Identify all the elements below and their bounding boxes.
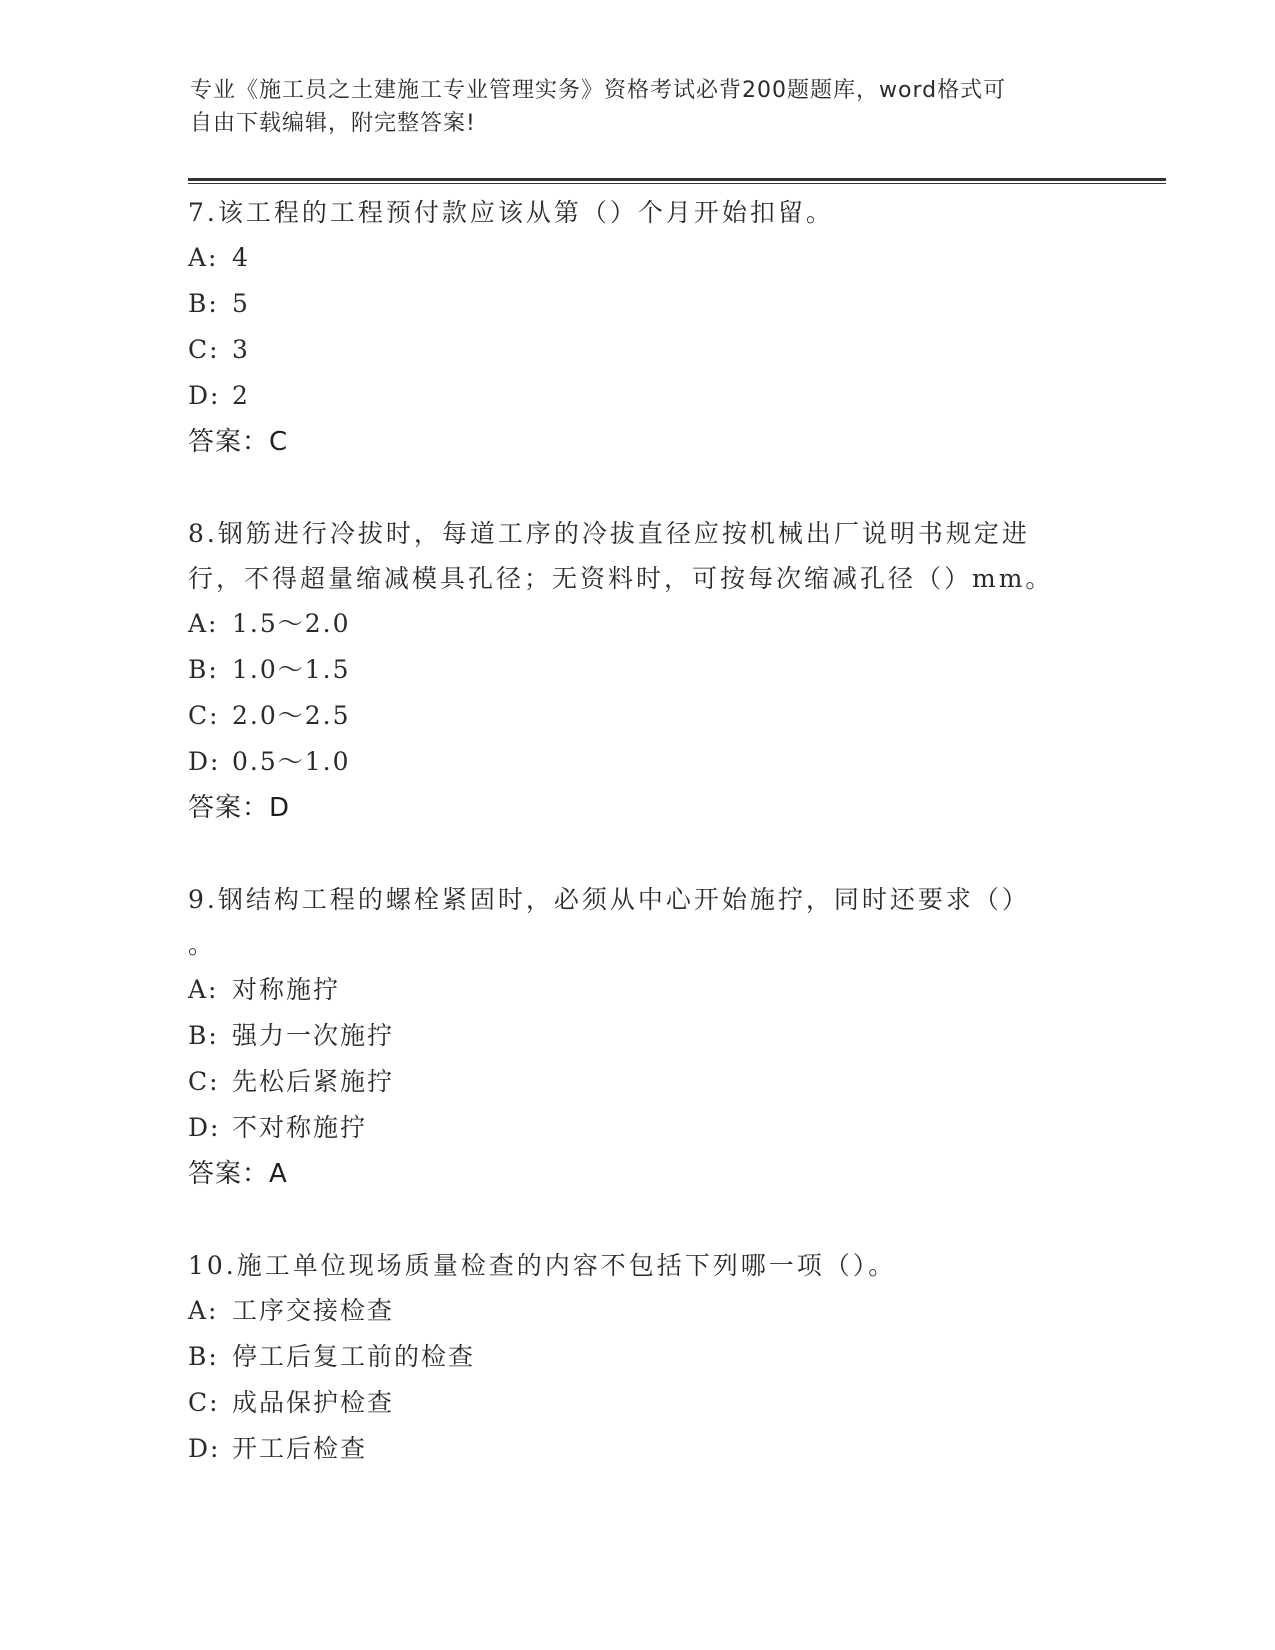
- option-key: C:: [188, 1067, 220, 1096]
- option-text: 2.0～2.5: [232, 701, 351, 730]
- option-text: 1.5～2.0: [232, 609, 351, 638]
- option-text: 工序交接检查: [232, 1296, 395, 1325]
- header-divider-thick: [188, 178, 1166, 181]
- answer-line: 答案：C: [188, 427, 289, 457]
- option-key: A:: [188, 975, 219, 1004]
- option-text: 开工后检查: [232, 1434, 368, 1463]
- option-text: 0.5～1.0: [232, 747, 351, 776]
- answer-option: [188, 693, 1088, 739]
- answer-line: 答案：A: [188, 1159, 288, 1189]
- option-key: B:: [188, 1342, 219, 1371]
- option-key: C:: [188, 335, 220, 364]
- question-text: 10.施工单位现场质量检查的内容不包括下列哪一项（）。: [188, 1251, 897, 1280]
- question-text: 。: [188, 930, 217, 959]
- answer-option: [188, 1288, 1088, 1334]
- option-key: A:: [188, 243, 219, 272]
- option-key: B:: [188, 289, 219, 318]
- question-text: 9.钢结构工程的螺栓紧固时，必须从中心开始施拧，同时还要求（）: [188, 885, 1030, 914]
- header-line-2: 自由下载编辑，附完整答案!: [190, 111, 476, 136]
- answer-option: [188, 1059, 1088, 1105]
- option-key: A:: [188, 609, 219, 638]
- answer-option: [188, 1334, 1088, 1380]
- option-key: D:: [188, 1113, 221, 1142]
- option-text: 3: [232, 335, 250, 364]
- option-key: C:: [188, 1388, 220, 1417]
- question-block: [188, 511, 1088, 831]
- answer-option: [188, 601, 1088, 647]
- option-text: 成品保护检查: [232, 1388, 395, 1417]
- option-text: 2: [232, 381, 250, 410]
- option-text: 强力一次施拧: [232, 1021, 395, 1050]
- question-block: [188, 877, 1088, 1197]
- option-key: B:: [188, 655, 219, 684]
- option-key: D:: [188, 747, 221, 776]
- option-key: D:: [188, 381, 221, 410]
- option-text: 对称施拧: [232, 975, 341, 1004]
- answer-option: [188, 647, 1088, 693]
- answer-option: [188, 373, 1088, 419]
- document-header: [190, 74, 1090, 140]
- option-text: 4: [232, 243, 250, 272]
- answer-option: [188, 1105, 1088, 1151]
- option-text: 停工后复工前的检查: [232, 1342, 476, 1371]
- option-text: 5: [232, 289, 250, 318]
- header-divider-thin: [188, 183, 1166, 184]
- option-key: D:: [188, 1434, 221, 1463]
- answer-option: [188, 1380, 1088, 1426]
- answer-option: [188, 967, 1088, 1013]
- question-list: [188, 190, 1088, 1518]
- answer-option: [188, 281, 1088, 327]
- question-text: 行，不得超量缩减模具孔径；无资料时，可按每次缩减孔径（）mm。: [188, 564, 1054, 593]
- option-key: A:: [188, 1296, 219, 1325]
- answer-option: [188, 739, 1088, 785]
- option-key: B:: [188, 1021, 219, 1050]
- question-text: 8.钢筋进行冷拔时，每道工序的冷拔直径应按机械出厂说明书规定进: [188, 519, 1030, 548]
- answer-line: 答案：D: [188, 793, 291, 823]
- header-line-1: 专业《施工员之土建施工专业管理实务》资格考试必背200题题库，word格式可: [190, 78, 1007, 103]
- option-key: C:: [188, 701, 220, 730]
- question-block: [188, 1243, 1088, 1472]
- answer-option: [188, 1013, 1088, 1059]
- option-text: 不对称施拧: [232, 1113, 368, 1142]
- option-text: 先松后紧施拧: [232, 1067, 395, 1096]
- answer-option: [188, 235, 1088, 281]
- question-block: [188, 190, 1088, 465]
- answer-option: [188, 1426, 1088, 1472]
- answer-option: [188, 327, 1088, 373]
- option-text: 1.0～1.5: [232, 655, 351, 684]
- question-text: 7.该工程的工程预付款应该从第（）个月开始扣留。: [188, 198, 834, 227]
